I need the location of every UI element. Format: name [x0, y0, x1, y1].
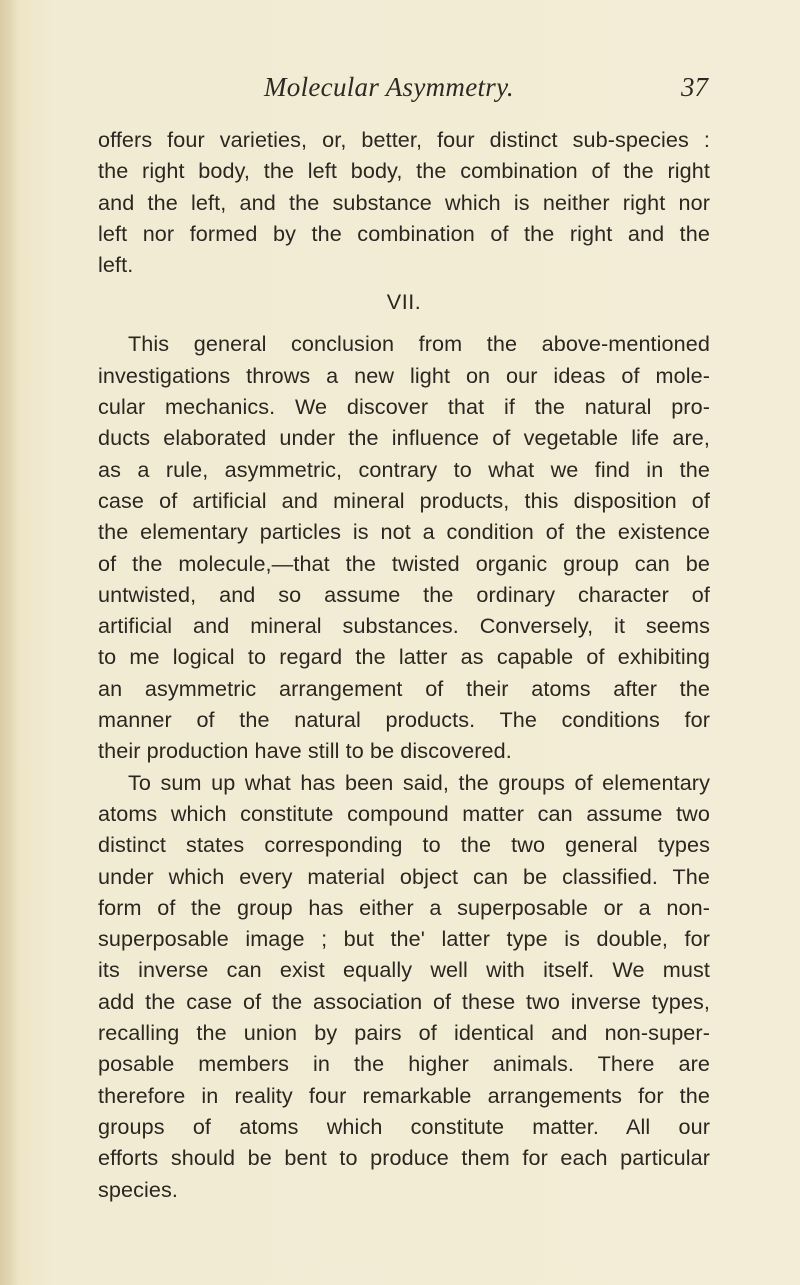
text-line: untwisted, and so assume the ordinary character of — [98, 581, 710, 607]
page-number: 37 — [681, 72, 708, 102]
text-line: left nor formed by the combination of the right and the — [98, 220, 710, 246]
text-line: recalling the union by pairs of identical and non-super- — [98, 1020, 710, 1046]
text-line: the right body, the left body, the combination of the right — [98, 158, 710, 184]
text-line: to me logical to regard the latter as capable of exhibiting — [98, 644, 710, 670]
text-line: This general conclusion from the above-mentioned — [128, 331, 710, 357]
text-line: of the molecule,—that the twisted organic group can be — [98, 550, 710, 576]
running-head — [0, 72, 800, 112]
paragraph-continuation — [98, 124, 710, 280]
text-line: groups of atoms which constitute matter. All our — [98, 1113, 710, 1139]
text-line: and the left, and the substance which is neither right nor — [98, 189, 710, 215]
body-text — [98, 124, 710, 1205]
text-line: offers four varieties, or, better, four distinct sub-species : — [98, 127, 710, 152]
text-line: its inverse can exist equally well with itself. We must — [98, 957, 710, 983]
text-line: atoms which constitute compound matter can assume two — [98, 800, 710, 826]
paragraph — [98, 328, 710, 766]
text-line: To sum up what has been said, the groups of elementary — [128, 769, 710, 795]
text-line: distinct states corresponding to the two general types — [98, 832, 710, 858]
page-gutter — [0, 0, 18, 1285]
text-line: under which every material object can be classified. The — [98, 863, 710, 889]
text-line: as a rule, asymmetric, contrary to what we find in the — [98, 456, 710, 482]
text-line: species. — [98, 1176, 179, 1202]
text-line: cular mechanics. We discover that if the natural pro- — [98, 394, 710, 420]
text-line: left. — [98, 252, 134, 278]
text-line: artificial and mineral substances. Conversely, it seems — [98, 613, 710, 639]
text-line: the elementary particles is not a condition of the existence — [98, 519, 710, 545]
paragraph — [98, 767, 710, 1205]
text-line: superposable image ; but the' latter type is double, for — [98, 926, 710, 952]
text-line: therefore in reality four remarkable arrangements for the — [98, 1082, 710, 1108]
text-line: their production have still to be discovered. — [98, 738, 512, 764]
text-line: form of the group has either a superposable or a non- — [98, 894, 710, 920]
text-line: ducts elaborated under the influence of vegetable life are, — [98, 425, 710, 451]
text-line: add the case of the association of these two inverse types, — [98, 988, 710, 1014]
text-line: case of artificial and mineral products, this disposition of — [98, 487, 710, 513]
text-line: an asymmetric arrangement of their atoms after the — [98, 675, 710, 701]
text-line: investigations throws a new light on our ideas of mole- — [98, 362, 710, 388]
running-title: Molecular Asymmetry. — [264, 72, 514, 102]
text-line: posable members in the higher animals. There are — [98, 1051, 710, 1077]
text-line: efforts should be bent to produce them for each particular — [98, 1145, 710, 1171]
text-line: manner of the natural products. The conditions for — [98, 707, 710, 733]
section-heading: VII. — [386, 289, 422, 315]
